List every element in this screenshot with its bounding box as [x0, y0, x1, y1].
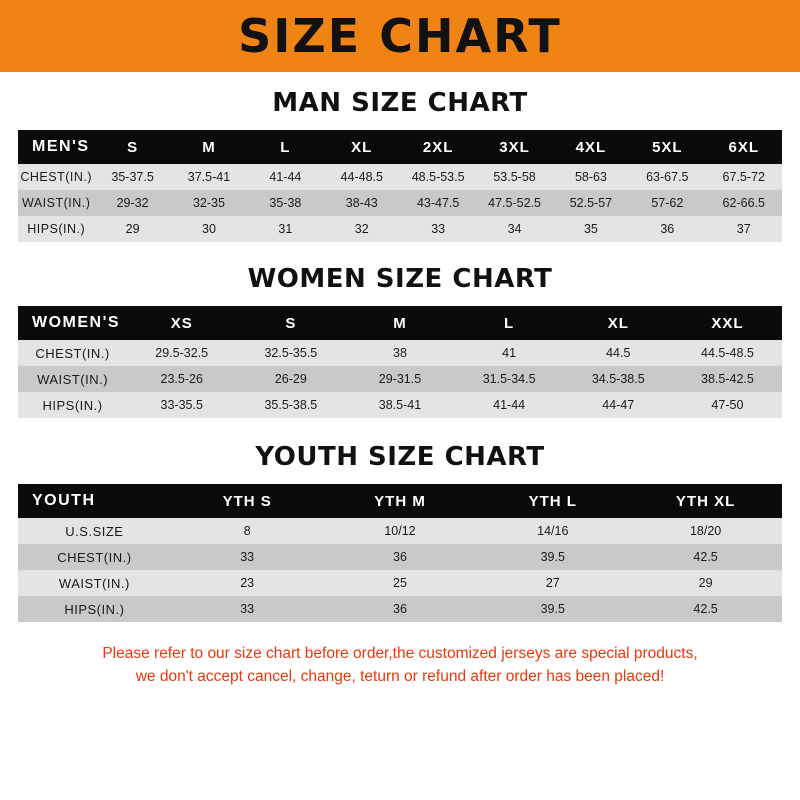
men-header-m: M	[171, 130, 247, 164]
cell: 37	[706, 216, 782, 242]
cell: 42.5	[629, 544, 782, 570]
cell: 63-67.5	[629, 164, 705, 190]
women-section-title: WOMEN SIZE CHART	[247, 264, 553, 294]
cell: 34	[476, 216, 552, 242]
cell: 44-48.5	[324, 164, 400, 190]
youth-row-label-hips: HIPS(IN.)	[18, 596, 171, 622]
table-row	[18, 518, 782, 544]
cell: 35.5-38.5	[236, 392, 345, 418]
content	[0, 88, 800, 689]
youth-header-s: YTH S	[171, 484, 324, 518]
man-size-table	[18, 130, 782, 242]
cell: 41-44	[247, 164, 323, 190]
cell: 36	[324, 544, 477, 570]
men-row-label-waist: WAIST(IN.)	[18, 190, 94, 216]
cell: 33	[171, 544, 324, 570]
cell: 29.5-32.5	[127, 340, 236, 366]
men-row-label-hips: HIPS(IN.)	[18, 216, 94, 242]
cell: 47.5-52.5	[476, 190, 552, 216]
women-header-xxl: XXL	[673, 306, 782, 340]
cell: 33	[400, 216, 476, 242]
cell: 57-62	[629, 190, 705, 216]
cell: 14/16	[476, 518, 629, 544]
cell: 33-35.5	[127, 392, 236, 418]
cell: 62-66.5	[706, 190, 782, 216]
women-header-m: M	[345, 306, 454, 340]
women-header-l: L	[455, 306, 564, 340]
cell: 34.5-38.5	[564, 366, 673, 392]
table-row	[18, 544, 782, 570]
women-row-label-hips: HIPS(IN.)	[18, 392, 127, 418]
men-header-s: S	[94, 130, 170, 164]
cell: 35-38	[247, 190, 323, 216]
table-row	[18, 216, 782, 242]
cell: 33	[171, 596, 324, 622]
youth-header-m: YTH M	[324, 484, 477, 518]
cell: 29-32	[94, 190, 170, 216]
order-notice	[18, 642, 782, 689]
table-header-row	[18, 130, 782, 164]
cell: 27	[476, 570, 629, 596]
banner	[0, 0, 800, 72]
men-header-3xl: 3XL	[476, 130, 552, 164]
man-section-title: MAN SIZE CHART	[272, 88, 528, 118]
cell: 43-47.5	[400, 190, 476, 216]
cell: 29	[94, 216, 170, 242]
notice-line-1: Please refer to our size chart before order,the customized jerseys are special products,	[102, 645, 698, 662]
cell: 32	[324, 216, 400, 242]
cell: 30	[171, 216, 247, 242]
cell: 29-31.5	[345, 366, 454, 392]
cell: 32.5-35.5	[236, 340, 345, 366]
youth-section-title: YOUTH SIZE CHART	[255, 442, 545, 472]
table-row	[18, 392, 782, 418]
cell: 39.5	[476, 544, 629, 570]
cell: 52.5-57	[553, 190, 629, 216]
cell: 26-29	[236, 366, 345, 392]
table-row	[18, 164, 782, 190]
cell: 38-43	[324, 190, 400, 216]
women-row-label-waist: WAIST(IN.)	[18, 366, 127, 392]
youth-row-label-waist: WAIST(IN.)	[18, 570, 171, 596]
youth-header-l: YTH L	[476, 484, 629, 518]
men-row-label-chest: CHEST(IN.)	[18, 164, 94, 190]
table-row	[18, 596, 782, 622]
women-header-xs: XS	[127, 306, 236, 340]
youth-row-label-chest: CHEST(IN.)	[18, 544, 171, 570]
cell: 44.5	[564, 340, 673, 366]
youth-header-xl: YTH XL	[629, 484, 782, 518]
cell: 47-50	[673, 392, 782, 418]
youth-size-table	[18, 484, 782, 622]
cell: 25	[324, 570, 477, 596]
women-header-s: S	[236, 306, 345, 340]
cell: 44-47	[564, 392, 673, 418]
men-header-5xl: 5XL	[629, 130, 705, 164]
table-row	[18, 366, 782, 392]
men-header-2xl: 2XL	[400, 130, 476, 164]
cell: 35-37.5	[94, 164, 170, 190]
youth-header-label: YOUTH	[18, 484, 171, 518]
table-header-row	[18, 484, 782, 518]
table-row	[18, 340, 782, 366]
men-header-xl: XL	[324, 130, 400, 164]
cell: 67.5-72	[706, 164, 782, 190]
men-header-l: L	[247, 130, 323, 164]
cell: 58-63	[553, 164, 629, 190]
cell: 23.5-26	[127, 366, 236, 392]
cell: 36	[324, 596, 477, 622]
cell: 42.5	[629, 596, 782, 622]
cell: 32-35	[171, 190, 247, 216]
table-row	[18, 570, 782, 596]
cell: 44.5-48.5	[673, 340, 782, 366]
cell: 35	[553, 216, 629, 242]
women-row-label-chest: CHEST(IN.)	[18, 340, 127, 366]
men-header-label: MEN'S	[18, 130, 94, 164]
cell: 41-44	[455, 392, 564, 418]
notice-line-2: we don't accept cancel, change, teturn or refund after order has been placed!	[135, 668, 665, 686]
cell: 38.5-41	[345, 392, 454, 418]
men-header-4xl: 4XL	[553, 130, 629, 164]
cell: 31.5-34.5	[455, 366, 564, 392]
cell: 38	[345, 340, 454, 366]
table-header-row	[18, 306, 782, 340]
table-row	[18, 190, 782, 216]
cell: 41	[455, 340, 564, 366]
page-title: SIZE CHART	[238, 9, 562, 63]
women-size-table	[18, 306, 782, 418]
cell: 29	[629, 570, 782, 596]
cell: 53.5-58	[476, 164, 552, 190]
cell: 38.5-42.5	[673, 366, 782, 392]
cell: 36	[629, 216, 705, 242]
cell: 39.5	[476, 596, 629, 622]
cell: 23	[171, 570, 324, 596]
youth-row-label-ussize: U.S.SIZE	[18, 518, 171, 544]
cell: 18/20	[629, 518, 782, 544]
cell: 48.5-53.5	[400, 164, 476, 190]
cell: 37.5-41	[171, 164, 247, 190]
cell: 8	[171, 518, 324, 544]
cell: 10/12	[324, 518, 477, 544]
cell: 31	[247, 216, 323, 242]
women-header-xl: XL	[564, 306, 673, 340]
women-header-label: WOMEN'S	[18, 306, 127, 340]
men-header-6xl: 6XL	[706, 130, 782, 164]
